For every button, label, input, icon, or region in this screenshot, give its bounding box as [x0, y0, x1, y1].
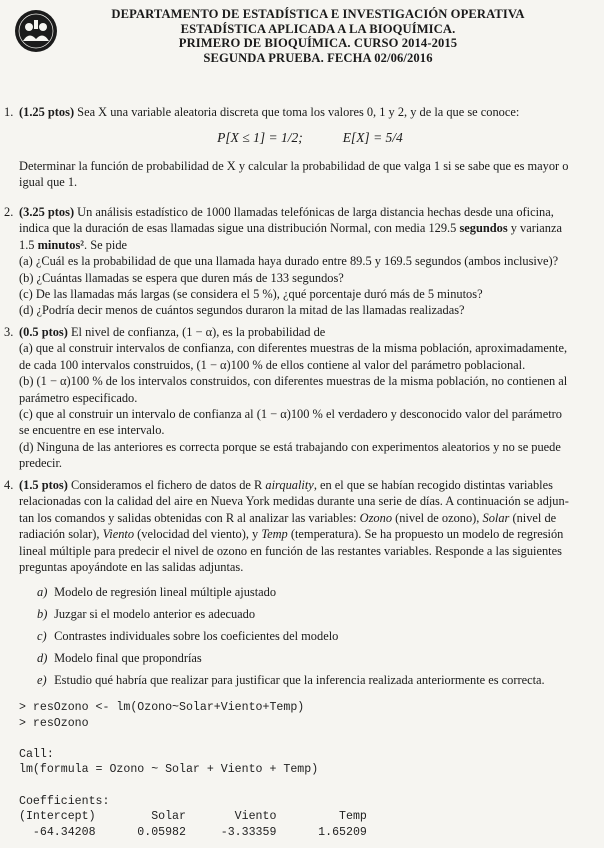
question-points: (0.5 ptos) — [19, 325, 68, 339]
question-text: 1.5 — [19, 237, 38, 252]
question-text: preguntas apoyándote en las salidas adjuntas. — [19, 560, 244, 575]
question-points: (1.5 ptos) — [19, 478, 68, 492]
question-text: Un análisis estadístico de 1000 llamadas telefónicas de larga distancia hechas desde una oficina, — [74, 205, 554, 219]
option-a: (a) que al construir intervalos de confianza, con diferentes muestras de la misma población, aproximadamente, — [19, 341, 568, 356]
variable-name: Temp — [261, 527, 288, 542]
code-line: -64.34208 0.05982 -3.33359 1.65209 — [19, 825, 367, 839]
option-b-cont: parámetro especificado. — [19, 390, 138, 405]
task-text: Modelo final que propondrías — [54, 650, 202, 665]
question-text: Determinar la función de probabilidad de X y calcular la probabilidad de que valga 1 si se sabe que es mayor o — [19, 158, 569, 173]
code-line: Call: — [19, 747, 54, 761]
task-label: c) — [37, 629, 47, 644]
task-item — [37, 584, 601, 600]
option-a-cont: de cada 100 intervalos construidos, (1 − α)100 % de ellos contiene al valor del parámetro poblacional. — [19, 357, 526, 372]
task-item — [37, 672, 601, 688]
question-number: 4. — [4, 478, 14, 492]
question-text: (nivel de — [509, 510, 557, 525]
question-text: El nivel de confianza, (1 − α), es la probabilidad de — [67, 325, 326, 339]
question-number: 1. — [4, 105, 14, 119]
option-b: (b) (1 − α)100 % de los intervalos construidos, con diferentes muestras de la misma población, no contienen al — [19, 374, 568, 389]
subquestion-d: (d) ¿Podría decir menos de cuántos segundos duraron la mitad de las llamadas realizadas? — [19, 303, 465, 318]
department-title: DEPARTAMENTO DE ESTADÍSTICA E INVESTIGACIÓN OPERATIVA — [111, 7, 525, 21]
variable-name: Ozono — [359, 510, 393, 525]
variable-name: Viento — [102, 527, 135, 542]
option-c-cont: se encuentre en ese intervalo. — [19, 423, 165, 438]
task-label: a) — [37, 585, 48, 600]
dataset-name: airquality — [265, 478, 314, 492]
question-number: 2. — [4, 205, 14, 219]
subquestion-c: (c) De las llamadas más largas (se considera el 5 %), ¿qué porcentaje duró más de 5 minutos? — [19, 287, 483, 302]
question-text: Sea X una variable aleatoria discreta que toma los valores 0, 1 y 2, y de la que se conoce: — [74, 105, 520, 119]
exam-header — [68, 7, 568, 65]
university-seal-logo — [14, 9, 58, 53]
question-text: (velocidad del viento), y — [134, 527, 262, 542]
task-text: Juzgar si el modelo anterior es adecuado — [54, 607, 256, 622]
subquestion-a: (a) ¿Cuál es la probabilidad de que una llamada haya durado entre 89.5 y 169.5 segundos (ambos inclusive)? — [19, 254, 559, 269]
question-text: relacionadas con la calidad del aire en Nueva York medidas durante una serie de días. A continuación se adjun- — [19, 494, 569, 509]
task-label: b) — [37, 607, 48, 622]
r-output-block — [19, 700, 367, 840]
given-formulas — [19, 130, 601, 146]
task-text: Modelo de regresión lineal múltiple ajustado — [54, 585, 277, 600]
code-line: Coefficients: — [19, 794, 110, 808]
question-text: y varianza — [507, 221, 563, 236]
option-d-cont: predecir. — [19, 456, 62, 471]
formula-expectation: E[X] = 5/4 — [342, 130, 403, 146]
bold-unit: minutos² — [37, 237, 84, 252]
question-number: 3. — [4, 325, 14, 339]
option-d: (d) Ninguna de las anteriores es correcta porque se está trabajando con experimentos aleatorios y no se puede — [19, 439, 561, 454]
question-text: (temperatura). Se ha propuesto un modelo de regresión — [287, 527, 564, 542]
question-text: indica que la duración de esas llamadas sigue una distribución Normal, con media 129.5 — [19, 221, 460, 236]
variable-name: Solar — [482, 510, 510, 525]
exam-date: SEGUNDA PRUEBA. FECHA 02/06/2016 — [203, 50, 433, 65]
task-text: Estudio qué habría que realizar para justificar que la inferencia realizada anteriormente es correcta. — [54, 672, 545, 687]
question-text: tan los comandos y salidas obtenidas con R al analizar las variables: — [19, 510, 360, 525]
task-item — [37, 606, 601, 622]
formula-probability: P[X ≤ 1] = 1/2; — [217, 130, 303, 146]
code-line — [19, 731, 367, 747]
course-year: PRIMERO DE BIOQUÍMICA. CURSO 2014-2015 — [178, 36, 458, 50]
option-c: (c) que al construir un intervalo de confianza al (1 − α)100 % el verdadero y desconocido valor del parámetro — [19, 407, 562, 422]
task-label: d) — [37, 650, 48, 665]
task-list — [37, 584, 601, 688]
task-text: Contrastes individuales sobre los coeficientes del modelo — [54, 629, 339, 644]
code-line: lm(formula = Ozono ~ Solar + Viento + Temp) — [19, 763, 319, 777]
question-text: (nivel de ozono), — [392, 510, 483, 525]
code-line: > resOzono — [19, 716, 89, 730]
question-text: . Se pide — [84, 237, 128, 252]
question-text: Consideramos el fichero de datos de R — [67, 478, 266, 492]
task-label: e) — [37, 672, 47, 687]
task-item — [37, 628, 601, 644]
question-text: igual que 1. — [19, 175, 78, 190]
code-line — [19, 778, 367, 794]
bold-unit: segundos — [459, 221, 508, 236]
question-text: , en el que se habían recogido distintas variables — [313, 478, 553, 492]
code-line: > resOzono <- lm(Ozono~Solar+Viento+Temp) — [19, 701, 305, 714]
code-line: (Intercept) Solar Viento Temp — [19, 810, 367, 824]
task-item — [37, 650, 601, 666]
question-text: radiación solar), — [19, 527, 103, 542]
question-points: (1.25 ptos) — [19, 105, 75, 119]
question-points: (3.25 ptos) — [19, 205, 75, 219]
course-title: ESTADÍSTICA APLICADA A LA BIOQUÍMICA. — [180, 21, 456, 36]
question-text: lineal múltiple para predecir el nivel de ozono en función de las restantes variables. Responde a las siguientes — [19, 543, 562, 558]
subquestion-b: (b) ¿Cuántas llamadas se espera que duren más de 133 segundos? — [19, 270, 344, 285]
